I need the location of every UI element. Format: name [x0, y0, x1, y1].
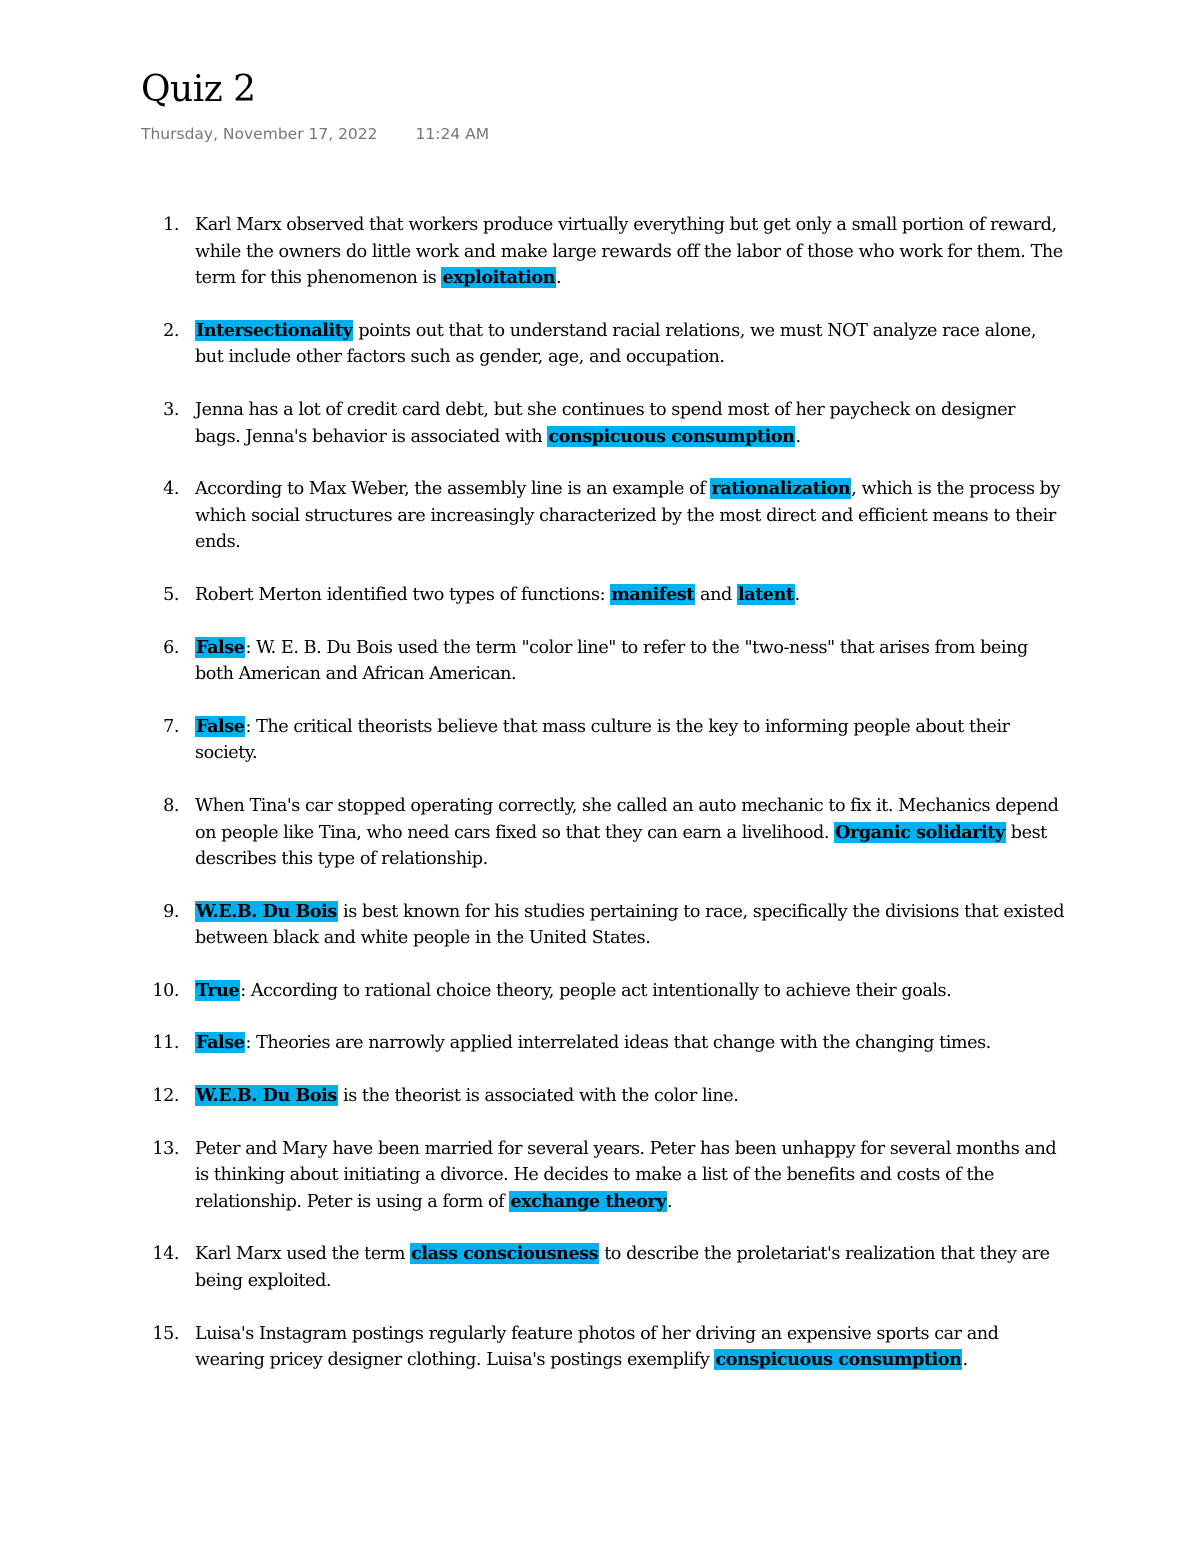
question-number: 14. — [152, 1244, 179, 1265]
question-text — [195, 981, 951, 1001]
question-text-segment: Jenna has a lot of credit card debt, but she continues to spend most of her paycheck on designer bags. Jenna's behavior is associated with — [195, 399, 1016, 447]
question-number: 2. — [163, 320, 179, 341]
question-text-segment: When Tina's car stopped operating correctly, she called an auto mechanic to fix it. Mechanics depend on people like Tina, who need cars fixed so that they can earn a livelihood. — [195, 795, 1059, 843]
highlighted-answer: rationalization — [711, 478, 851, 500]
highlighted-answer: conspicuous consumption — [715, 1349, 962, 1371]
question-text-segment: Peter and Mary have been married for several years. Peter has been unhappy for several months and is thinking about initiating a divorce. He decides to make a list of the benefits and costs of the relationship. Peter is using a form of — [195, 1138, 1057, 1212]
question-text — [195, 638, 1028, 685]
question-text-segment: According to Max Weber, the assembly line is an example of — [195, 479, 711, 500]
question-item — [145, 635, 1065, 688]
question-text-segment: . — [666, 1191, 673, 1212]
question-text-segment: and — [694, 584, 737, 605]
question-text-segment: points out that to understand racial relations, we must NOT analyze race alone, but include other factors such as gender, age, and occupation. — [195, 320, 1036, 368]
question-text — [195, 321, 1036, 368]
question-text — [195, 585, 800, 605]
question-text — [195, 1033, 991, 1053]
question-text — [195, 717, 1010, 764]
page-title: Quiz 2 — [141, 69, 256, 110]
question-text-segment: . — [794, 584, 800, 605]
question-text-segment: to describe the proletariat's realization that they are being exploited. — [195, 1244, 1050, 1292]
question-item — [145, 978, 1065, 1005]
question-item — [145, 397, 1065, 450]
question-number: 15. — [152, 1323, 179, 1344]
question-item — [145, 1321, 1065, 1374]
question-item — [145, 476, 1065, 556]
question-text-segment: . — [795, 426, 801, 447]
question-number: 5. — [163, 584, 179, 605]
highlighted-answer: exchange theory — [510, 1190, 666, 1212]
question-number: 3. — [163, 399, 179, 420]
question-text-segment: . — [962, 1350, 968, 1371]
question-item — [145, 714, 1065, 767]
highlighted-answer: manifest — [611, 583, 694, 605]
highlighted-answer: False — [196, 715, 245, 737]
question-number: 8. — [163, 795, 179, 816]
question-number: 11. — [152, 1033, 179, 1054]
highlighted-answer: W.E.B. Du Bois — [196, 900, 337, 922]
question-text-segment: is the theorist is associated with the color line. — [337, 1086, 739, 1107]
question-text-segment: best describes this type of relationship. — [195, 822, 1047, 870]
question-text — [195, 1244, 1050, 1291]
question-item — [145, 212, 1065, 292]
question-number: 6. — [163, 637, 179, 658]
highlighted-answer: conspicuous consumption — [548, 425, 795, 447]
question-text-segment: : According to rational choice theory, people act intentionally to achieve their goals. — [240, 980, 952, 1001]
question-number: 7. — [163, 716, 179, 737]
question-text — [195, 1324, 998, 1371]
question-number: 9. — [163, 901, 179, 922]
question-number: 1. — [163, 215, 179, 235]
note-date: Thursday, November 17, 2022 — [141, 125, 378, 143]
highlighted-answer: class consciousness — [411, 1243, 599, 1265]
note-time: 11:24 AM — [415, 125, 490, 143]
highlighted-answer: latent — [737, 583, 794, 605]
question-text — [195, 1139, 1056, 1212]
question-item — [145, 1241, 1065, 1294]
note-timestamp — [141, 125, 489, 143]
question-item — [145, 1030, 1065, 1057]
question-item — [145, 1136, 1065, 1216]
highlighted-answer: False — [196, 1032, 245, 1054]
question-item — [145, 582, 1065, 609]
highlighted-answer: False — [196, 636, 245, 658]
question-item — [145, 899, 1065, 952]
question-text-segment: , which is the process by which social structures are increasingly characterized by the most direct and efficient means to their ends. — [195, 479, 1060, 553]
question-number: 12. — [152, 1086, 179, 1107]
highlighted-answer: exploitation — [442, 267, 556, 289]
question-text — [195, 215, 1063, 288]
question-text-segment: Karl Marx observed that workers produce virtually everything but get only a small portion of reward, while the owners do little work and make large rewards off the labor of those who work for them. The term for this phenomenon is — [195, 215, 1063, 289]
question-text-segment: : Theories are narrowly applied interrelated ideas that change with the changing times. — [245, 1033, 991, 1054]
question-text-segment: is best known for his studies pertaining to race, specifically the divisions that existed between black and white people in the United States. — [195, 901, 1065, 949]
question-text — [195, 400, 1015, 447]
question-text-segment: Robert Merton identified two types of functions: — [195, 584, 611, 605]
question-text-segment: Luisa's Instagram postings regularly feature photos of her driving an expensive sports car and wearing pricey designer clothing. Luisa's postings exemplify — [195, 1323, 999, 1371]
question-text-segment: Karl Marx used the term — [195, 1244, 411, 1265]
question-text-segment: : W. E. B. Du Bois used the term "color line" to refer to the "two-ness" that arises from being both American and African American. — [195, 637, 1028, 685]
question-text — [195, 902, 1064, 949]
question-item — [145, 1083, 1065, 1110]
question-item — [145, 793, 1065, 873]
question-number: 10. — [152, 980, 179, 1001]
question-text-segment: . — [556, 268, 562, 289]
question-number: 13. — [152, 1138, 179, 1159]
question-text-segment: : The critical theorists believe that mass culture is the key to informing people about their society. — [195, 716, 1010, 764]
question-text — [195, 796, 1058, 869]
question-list — [145, 212, 1065, 1400]
question-text — [195, 1086, 738, 1106]
question-number: 4. — [163, 479, 179, 500]
question-item — [145, 318, 1065, 371]
question-text — [195, 479, 1060, 552]
highlighted-answer: Organic solidarity — [835, 821, 1005, 843]
highlighted-answer: Intersectionality — [196, 319, 353, 341]
highlighted-answer: W.E.B. Du Bois — [196, 1085, 337, 1107]
highlighted-answer: True — [196, 979, 240, 1001]
